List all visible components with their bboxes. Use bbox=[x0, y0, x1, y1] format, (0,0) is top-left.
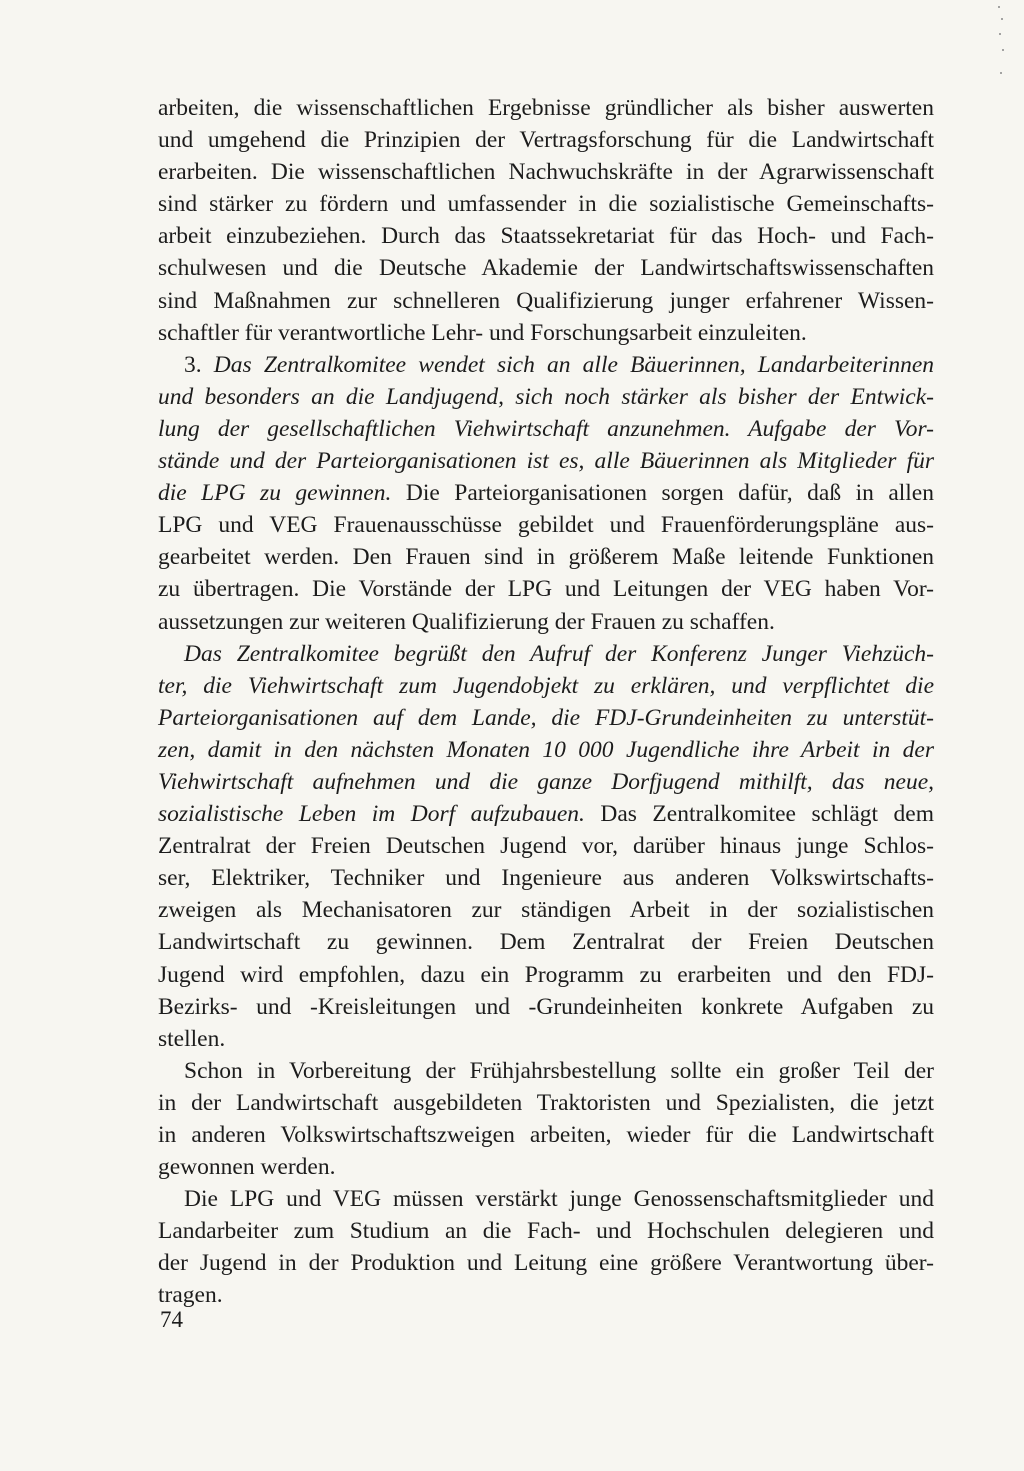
text-segment: stellen. bbox=[158, 1025, 226, 1052]
italic-text-segment: sozialistische Leben im Dorf aufzubauen. bbox=[158, 801, 585, 828]
text-segment: und umgehend die Prinzipien der Vertragsforschung für die Landwirtschaft bbox=[158, 127, 934, 154]
text-line bbox=[158, 734, 934, 766]
italic-text-segment: stände und der Parteiorganisationen ist es, alle Bäuerinnen als Mitglieder für bbox=[158, 448, 934, 475]
text-line bbox=[158, 670, 934, 702]
italic-text-segment: Viehwirtschaft aufnehmen und die ganze Dorfjugend mithilft, das neue, bbox=[158, 768, 934, 795]
text-line bbox=[158, 252, 934, 284]
text-line bbox=[158, 638, 934, 670]
text-segment: sind stärker zu fördern und umfassender in die sozialistische Gemeinschafts- bbox=[158, 191, 934, 218]
page-number: 74 bbox=[160, 1307, 183, 1332]
text-segment: ser, Elektriker, Techniker und Ingenieure aus anderen Volkswirtschafts- bbox=[158, 865, 934, 892]
text-segment: erarbeiten. Die wissenschaftlichen Nachwuchskräfte in der Agrarwissenschaft bbox=[158, 159, 934, 186]
text-line bbox=[158, 862, 934, 894]
text-line bbox=[158, 541, 934, 573]
text-segment: in der Landwirtschaft ausgebildeten Traktoristen und Spezialisten, die jetzt bbox=[158, 1089, 934, 1116]
text-line bbox=[158, 413, 934, 445]
italic-text-segment: und besonders an die Landjugend, sich noch stärker als bisher der Entwick- bbox=[158, 383, 934, 410]
text-segment: schulwesen und die Deutsche Akademie der Landwirtschaftswissenschaften bbox=[158, 255, 934, 282]
text-segment: LPG und VEG Frauenausschüsse gebildet und Frauenförderungspläne aus- bbox=[158, 512, 934, 539]
text-line bbox=[158, 477, 934, 509]
text-line bbox=[158, 1119, 934, 1151]
text-line bbox=[158, 92, 934, 124]
text-line bbox=[158, 188, 934, 220]
text-line bbox=[158, 1215, 934, 1247]
text-segment: Landwirtschaft zu gewinnen. Dem Zentralrat der Freien Deutschen bbox=[158, 929, 934, 956]
italic-text-segment: Das Zentralkomitee begrüßt den Aufruf der Konferenz Junger Viehzüch- bbox=[184, 640, 934, 667]
italic-text-segment: ter, die Viehwirtschaft zum Jugendobjekt zu erklären, und verpflichtet die bbox=[158, 672, 934, 699]
text-line bbox=[158, 1023, 934, 1055]
text-segment: aussetzungen zur weiteren Qualifizierung der Frauen zu schaffen. bbox=[158, 608, 775, 635]
text-segment: arbeit einzubeziehen. Durch das Staatssekretariat für das Hoch- und Fach- bbox=[158, 223, 934, 250]
italic-text-segment: lung der gesellschaftlichen Viehwirtschaft anzunehmen. Aufgabe der Vor- bbox=[158, 415, 934, 442]
text-line bbox=[158, 1247, 934, 1279]
text-line bbox=[158, 830, 934, 862]
text-segment: gewonnen werden. bbox=[158, 1154, 336, 1181]
text-segment: Zentralrat der Freien Deutschen Jugend vor, darüber hinaus junge Schlos- bbox=[158, 833, 934, 860]
text-line bbox=[158, 1279, 934, 1311]
text-line bbox=[158, 959, 934, 991]
text-line bbox=[158, 1151, 934, 1183]
text-line bbox=[158, 798, 934, 830]
text-line bbox=[158, 894, 934, 926]
text-line bbox=[158, 606, 934, 638]
text-line bbox=[158, 766, 934, 798]
text-line bbox=[158, 926, 934, 958]
text-line bbox=[158, 156, 934, 188]
text-line bbox=[158, 381, 934, 413]
text-line bbox=[158, 317, 934, 349]
italic-text-segment: Das Zentralkomitee wendet sich an alle Bäuerinnen, Landarbeiterinnen bbox=[213, 351, 934, 378]
text-line bbox=[158, 220, 934, 252]
text-segment: gearbeitet werden. Den Frauen sind in größerem Maße leitende Funktionen bbox=[158, 544, 934, 571]
italic-text-segment: Parteiorganisationen auf dem Lande, die FDJ-Grundeinheiten zu unterstüt- bbox=[158, 704, 934, 731]
text-segment: Jugend wird empfohlen, dazu ein Programm zu erarbeiten und den FDJ- bbox=[158, 961, 934, 988]
text-segment: der Jugend in der Produktion und Leitung eine größere Verantwortung über- bbox=[158, 1250, 934, 1277]
scan-edge-specks bbox=[996, 0, 1010, 100]
text-line bbox=[158, 509, 934, 541]
text-segment: in anderen Volkswirtschaftszweigen arbeiten, wieder für die Landwirtschaft bbox=[158, 1122, 934, 1148]
text-segment: Landarbeiter zum Studium an die Fach- und Hochschulen delegieren und bbox=[158, 1218, 934, 1245]
body-text bbox=[158, 92, 934, 1312]
text-line bbox=[158, 1055, 934, 1087]
italic-text-segment: die LPG zu gewinnen. bbox=[158, 480, 392, 507]
text-line bbox=[158, 445, 934, 477]
text-segment: tragen. bbox=[158, 1282, 223, 1309]
text-line bbox=[158, 573, 934, 605]
text-segment: arbeiten, die wissenschaftlichen Ergebnisse gründlicher als bisher auswerten bbox=[158, 95, 934, 121]
text-line bbox=[158, 124, 934, 156]
text-segment: Bezirks- und -Kreisleitungen und -Grundeinheiten konkrete Aufgaben zu bbox=[158, 993, 934, 1020]
text-segment: Schon in Vorbereitung der Frühjahrsbestellung sollte ein großer Teil der bbox=[184, 1057, 934, 1084]
text-segment: zweigen als Mechanisatoren zur ständigen Arbeit in der sozialistischen bbox=[158, 897, 934, 924]
text-line bbox=[158, 349, 934, 381]
text-segment: 3. bbox=[184, 351, 214, 378]
text-line bbox=[158, 1183, 934, 1215]
text-segment: schaftler für verantwortliche Lehr- und Forschungsarbeit einzuleiten. bbox=[158, 319, 807, 346]
text-line bbox=[158, 702, 934, 734]
text-segment: Die LPG und VEG müssen verstärkt junge Genossenschaftsmitglieder und bbox=[184, 1186, 934, 1213]
italic-text-segment: zen, damit in den nächsten Monaten 10 000 Jugendliche ihre Arbeit in der bbox=[158, 736, 934, 763]
text-line bbox=[158, 285, 934, 317]
text-line bbox=[158, 1087, 934, 1119]
text-segment: sind Maßnahmen zur schnelleren Qualifizierung junger erfahrener Wissen- bbox=[158, 287, 934, 314]
text-segment: Die Parteiorganisationen sorgen dafür, daß in allen bbox=[391, 480, 934, 507]
text-line bbox=[158, 991, 934, 1023]
text-segment: Das Zentralkomitee schlägt dem bbox=[584, 801, 934, 828]
text-segment: zu übertragen. Die Vorstände der LPG und Leitungen der VEG haben Vor- bbox=[158, 576, 934, 603]
